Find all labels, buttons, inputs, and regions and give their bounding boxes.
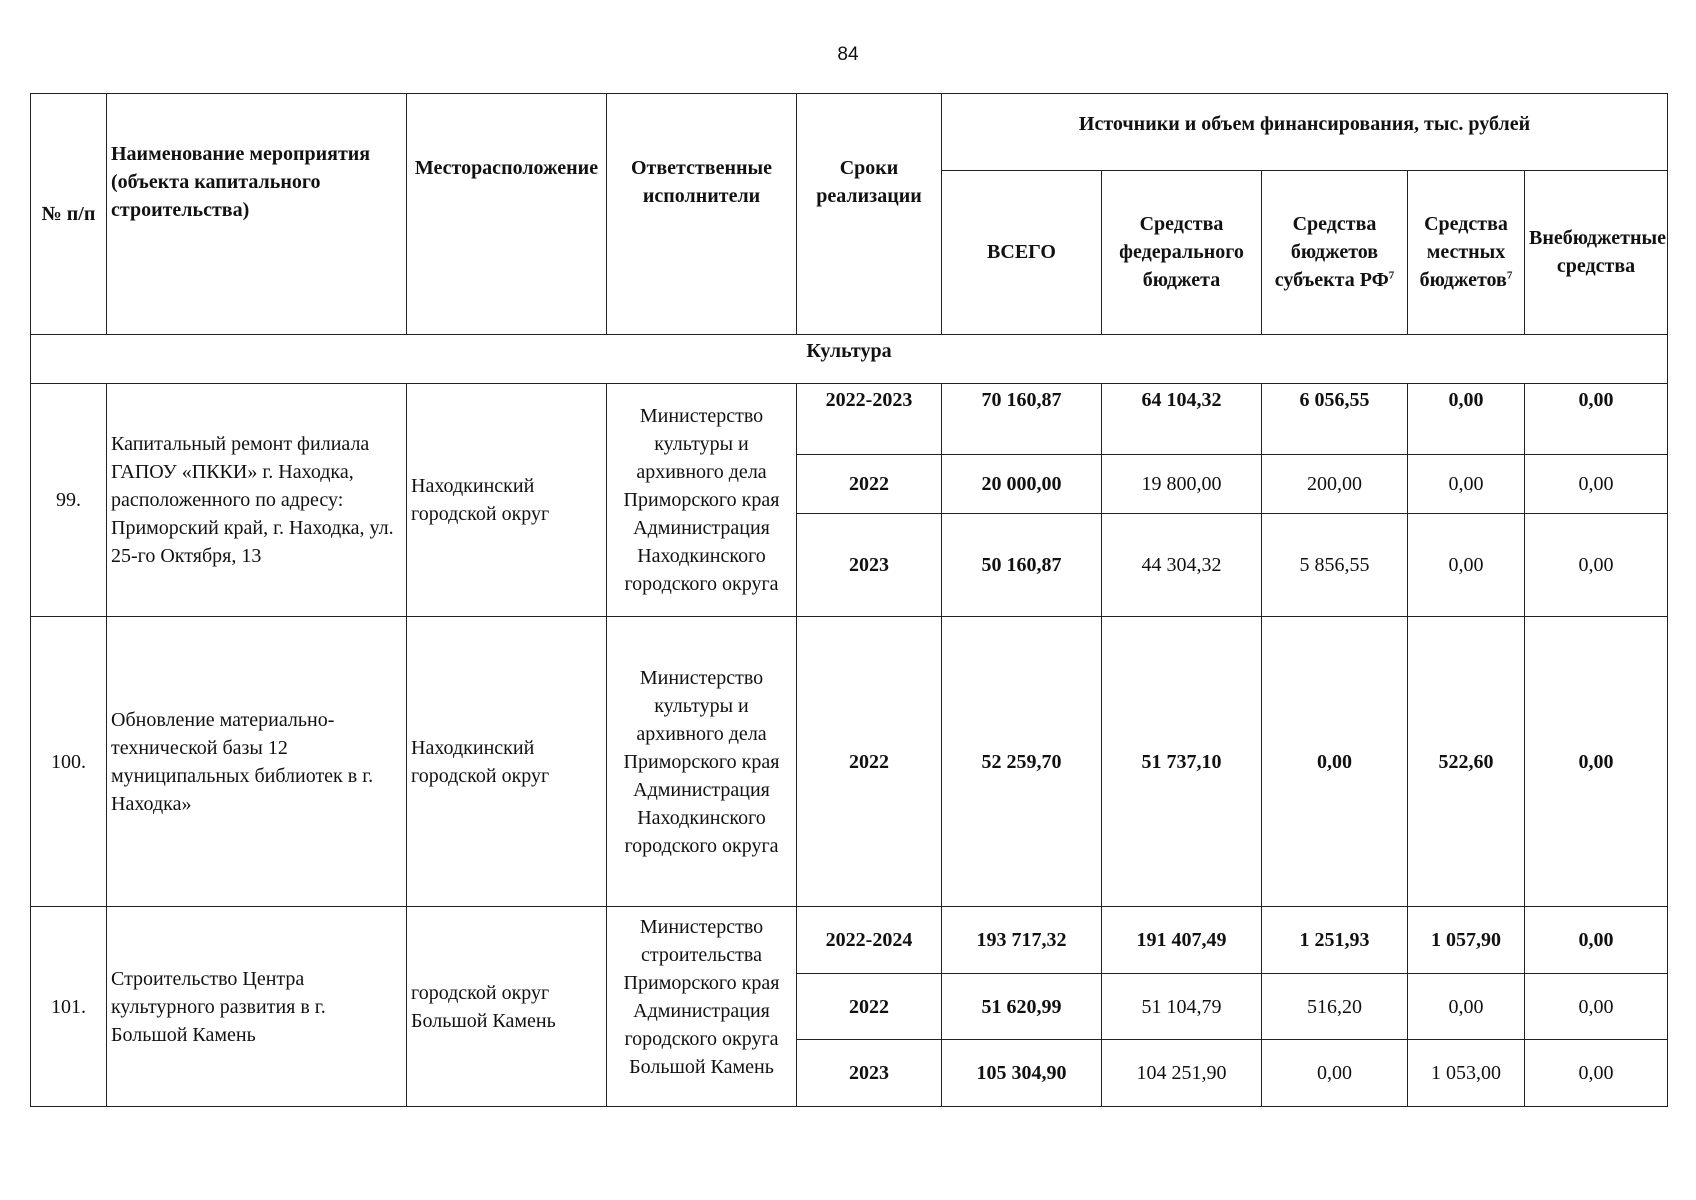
period-cell: 2023: [797, 1040, 942, 1107]
row-responsible: Министерство культуры и архивного дела Приморского края Администрация Находкинского городского округа: [607, 383, 797, 617]
extra-cell: 0,00: [1525, 513, 1668, 616]
total-cell: 105 304,90: [942, 1040, 1102, 1107]
extra-cell: 0,00: [1525, 1040, 1668, 1107]
row-location: Находкинский городской округ: [407, 617, 607, 907]
period-cell: 2022: [797, 454, 942, 513]
federal-cell: 191 407,49: [1102, 907, 1262, 974]
local-cell: 0,00: [1408, 513, 1525, 616]
table-row: [31, 617, 1668, 907]
total-cell: 20 000,00: [942, 454, 1102, 513]
subject-cell: 0,00: [1262, 1040, 1408, 1107]
section-title: Культура: [31, 334, 1668, 383]
header-financing: Источники и объем финансирования, тыс. рублей: [942, 94, 1668, 171]
period-cell: 2022-2024: [797, 907, 942, 974]
local-cell: 1 053,00: [1408, 1040, 1525, 1107]
row-responsible: Министерство культуры и архивного дела Приморского края Администрация Находкинского городского округа: [607, 617, 797, 907]
row-responsible: Министерство строительства Приморского края Администрация городского округа Большой Камень: [607, 907, 797, 1107]
federal-cell: 19 800,00: [1102, 454, 1262, 513]
header-subject: [1262, 170, 1408, 334]
header-total: ВСЕГО: [942, 170, 1102, 334]
row-number: 101.: [31, 907, 107, 1107]
section-row: [31, 334, 1668, 383]
row-number: 100.: [31, 617, 107, 907]
header-subject-note: 7: [1388, 269, 1395, 282]
subject-cell: 0,00: [1262, 617, 1408, 907]
local-cell: 0,00: [1408, 454, 1525, 513]
header-local-note: 7: [1506, 269, 1513, 282]
federal-cell: 51 737,10: [1102, 617, 1262, 907]
total-cell: 51 620,99: [942, 973, 1102, 1040]
total-cell: 50 160,87: [942, 513, 1102, 616]
subject-cell: 516,20: [1262, 973, 1408, 1040]
header-responsible: Ответственные исполнители: [607, 94, 797, 335]
period-cell: 2022: [797, 617, 942, 907]
subject-cell: 5 856,55: [1262, 513, 1408, 616]
row-location: городской округ Большой Камень: [407, 907, 607, 1107]
header-row-1: [31, 94, 1668, 171]
row-name: Строительство Центра культурного развития в г. Большой Камень: [107, 907, 407, 1107]
subject-cell: 1 251,93: [1262, 907, 1408, 974]
financing-table: [30, 93, 1668, 1107]
local-cell: 0,00: [1408, 383, 1525, 454]
total-cell: 70 160,87: [942, 383, 1102, 454]
header-name: Наименование мероприятия (объекта капитального строительства): [107, 94, 407, 335]
row-name: Обновление материально-технической базы 12 муниципальных библиотек в г. Находка»: [107, 617, 407, 907]
subject-cell: 6 056,55: [1262, 383, 1408, 454]
extra-cell: 0,00: [1525, 617, 1668, 907]
row-location: Находкинский городской округ: [407, 383, 607, 617]
page-number: 84: [837, 44, 859, 65]
federal-cell: 104 251,90: [1102, 1040, 1262, 1107]
header-federal: Средства федерального бюджета: [1102, 170, 1262, 334]
federal-cell: 51 104,79: [1102, 973, 1262, 1040]
local-cell: 1 057,90: [1408, 907, 1525, 974]
row-number: 99.: [31, 383, 107, 617]
header-local: [1408, 170, 1525, 334]
extra-cell: 0,00: [1525, 383, 1668, 454]
header-period: Сроки реализации: [797, 94, 942, 335]
header-subject-label: Средства бюджетов субъекта РФ: [1274, 213, 1389, 292]
extra-cell: 0,00: [1525, 454, 1668, 513]
total-cell: 193 717,32: [942, 907, 1102, 974]
header-extra: Внебюджетные средства: [1525, 170, 1668, 334]
table-row: [31, 383, 1668, 454]
federal-cell: 44 304,32: [1102, 513, 1262, 616]
federal-cell: 64 104,32: [1102, 383, 1262, 454]
extra-cell: 0,00: [1525, 907, 1668, 974]
header-num: № п/п: [31, 94, 107, 335]
total-cell: 52 259,70: [942, 617, 1102, 907]
extra-cell: 0,00: [1525, 973, 1668, 1040]
table-row: [31, 907, 1668, 974]
period-cell: 2022: [797, 973, 942, 1040]
local-cell: 522,60: [1408, 617, 1525, 907]
period-cell: 2022-2023: [797, 383, 942, 454]
subject-cell: 200,00: [1262, 454, 1408, 513]
header-location: Месторасположение: [407, 94, 607, 335]
header-local-label: Средства местных бюджетов: [1419, 213, 1508, 292]
row-name: Капитальный ремонт филиала ГАПОУ «ПККИ» г. Находка, расположенного по адресу: Приморский край, г. Находка, ул. 25-го Октября, 13: [107, 383, 407, 617]
period-cell: 2023: [797, 513, 942, 616]
local-cell: 0,00: [1408, 973, 1525, 1040]
